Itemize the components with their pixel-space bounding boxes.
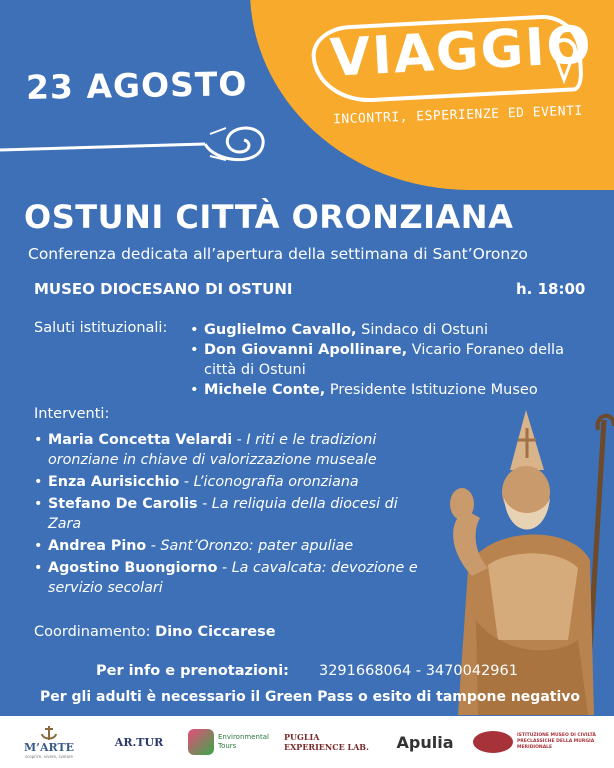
talk-topic: I riti e le tradizioni oronziane in chiave di valorizzazione museale bbox=[48, 432, 377, 468]
talk-topic: La reliquia della diocesi di Zara bbox=[48, 496, 398, 532]
talk-topic: La cavalcata: devozione e servizio secolari bbox=[48, 560, 418, 596]
speaker-role: Presidente Istituzione Museo bbox=[325, 382, 538, 398]
speaker-name: Guglielmo Cavallo, bbox=[204, 322, 357, 338]
list-item bbox=[34, 472, 434, 492]
separator: - bbox=[197, 496, 212, 512]
speaker-name: Agostino Buongiorno bbox=[48, 560, 218, 576]
coordinamento bbox=[34, 624, 276, 640]
puglia-experience-lab-name: PUGLIA EXPERIENCE LAB. bbox=[284, 732, 369, 752]
crozier-icon bbox=[0, 122, 275, 170]
list-item bbox=[190, 320, 590, 340]
green-pass-notice: Per gli adulti è necessario il Green Pass o esito di tampone negativo bbox=[40, 689, 580, 705]
interventi-list bbox=[34, 430, 434, 600]
apulia-logo bbox=[390, 716, 460, 768]
talk-topic: L’iconografia oronziana bbox=[193, 474, 359, 490]
separator: - bbox=[146, 538, 161, 554]
list-item bbox=[190, 380, 590, 400]
saluti-list bbox=[190, 320, 590, 400]
artur-logo bbox=[104, 716, 174, 768]
puglia-experience-lab-logo bbox=[282, 716, 382, 768]
talk-topic: Sant’Oronzo: pater apuliae bbox=[160, 538, 354, 554]
speaker-name: Stefano De Carolis bbox=[48, 496, 198, 512]
speaker-name: Enza Aurisicchio bbox=[48, 474, 180, 490]
event-date: 23 AGOSTO bbox=[25, 64, 248, 107]
separator: - bbox=[232, 432, 247, 448]
info-line bbox=[96, 663, 518, 679]
environmental-tours-logo bbox=[186, 716, 274, 768]
list-item bbox=[190, 340, 590, 380]
list-item bbox=[34, 494, 434, 534]
environmental-tours-name: Environmental Tours bbox=[218, 733, 269, 750]
speaker-name: Maria Concetta Velardi bbox=[48, 432, 233, 448]
list-item bbox=[34, 558, 434, 598]
info-phones: 3291668064 - 3470042961 bbox=[318, 663, 518, 679]
event-time: h. 18:00 bbox=[516, 280, 586, 298]
coordinamento-name: Dino Ciccarese bbox=[155, 624, 276, 640]
info-label: Per info e prenotazioni: bbox=[96, 663, 289, 679]
museo-civilta-preclassiche-logo bbox=[470, 716, 610, 768]
sponsor-footer bbox=[0, 716, 614, 768]
speaker-name: Don Giovanni Apollinare, bbox=[204, 342, 408, 358]
museum-emblem-icon bbox=[473, 731, 513, 753]
apulia-logo-name: Apulia bbox=[396, 732, 454, 752]
artur-logo-name: AR.TUR bbox=[114, 735, 164, 749]
speaker-name: Andrea Pino bbox=[48, 538, 147, 554]
viaggio-logo-subtitle: INCONTRI, ESPERIENZE ED EVENTI bbox=[332, 103, 583, 128]
museo-civilta-preclassiche-name: ISTITUZIONE MUSEO DI CIVILTÀ PRECLASSICHE DELLA MURGIA MERIDIONALE bbox=[517, 733, 596, 750]
event-subtitle: Conferenza dedicata all’apertura della settimana di Sant’Oronzo bbox=[28, 245, 528, 263]
map-pin-icon bbox=[549, 36, 579, 84]
anchor-icon bbox=[38, 725, 60, 741]
marte-logo-name: M’ARTE bbox=[23, 741, 75, 754]
speaker-role: Vicario Foraneo della città di Ostuni bbox=[204, 342, 564, 378]
saluti-label: Saluti istituzionali: bbox=[34, 320, 168, 336]
marte-logo bbox=[14, 716, 84, 768]
list-item bbox=[34, 430, 434, 470]
separator: - bbox=[217, 560, 232, 576]
speaker-name: Michele Conte, bbox=[204, 382, 326, 398]
interventi-label: Interventi: bbox=[34, 406, 110, 422]
viaggio-logo-title: VIAGGIO bbox=[328, 15, 595, 89]
event-venue: MUSEO DIOCESANO DI OSTUNI bbox=[34, 280, 293, 298]
separator: - bbox=[179, 474, 194, 490]
event-title: OSTUNI CITTÀ ORONZIANA bbox=[24, 198, 514, 236]
list-item bbox=[34, 536, 434, 556]
coordinamento-label: Coordinamento: bbox=[34, 624, 156, 640]
leaf-icon bbox=[188, 729, 214, 755]
speaker-role: Sindaco di Ostuni bbox=[356, 322, 489, 338]
marte-logo-sub: scoprire, vivere, svelare bbox=[25, 754, 73, 759]
